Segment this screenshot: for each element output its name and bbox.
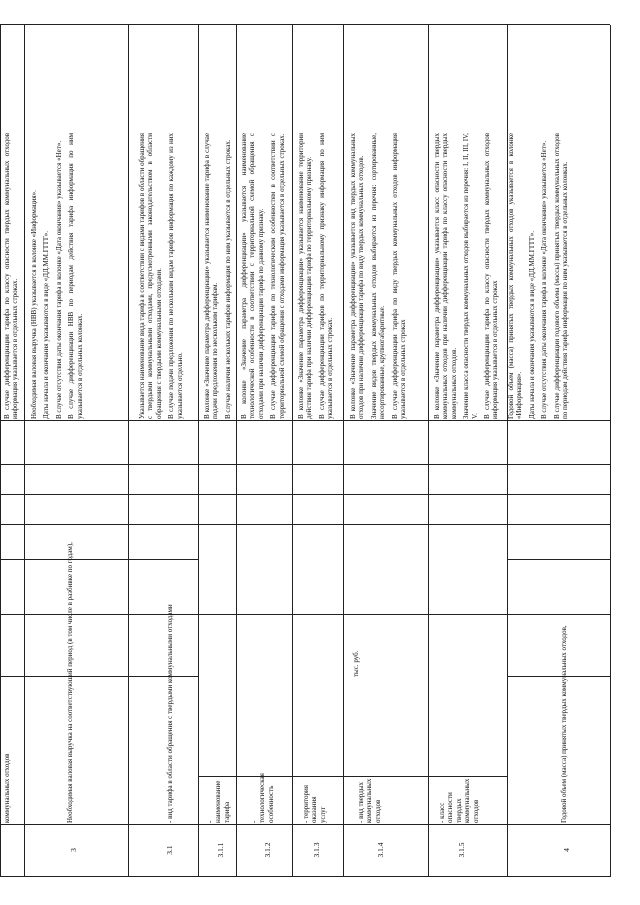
note-text: В случае дифференциации годового объема (массы) принятых твердых коммунальных отходов по периодам действия тарифа информация по ним указывается в отдельных колонках.: [552, 133, 570, 419]
row-notes: [203, 133, 232, 419]
table-rule: [0, 420, 610, 421]
row-number: 3: [69, 848, 78, 852]
row-notes: [30, 133, 84, 419]
note-text: В случае дифференциации тарифов по технологическим особенностям в соответствии с территориальной схемой обращения с отходами информация указывается в отдельных строках.: [269, 133, 286, 419]
row-notes: [433, 133, 500, 419]
row-number: 3.1.3: [312, 842, 321, 858]
row-notes: [138, 133, 184, 419]
table-rule: [0, 25, 1, 877]
row-number: 3.1.4: [376, 842, 385, 858]
note-text: Даты начала и окончания указываются в виде «ДД.ММ.ГГГГ».: [42, 230, 51, 419]
note-text: Годовой объем (масса) принятых твердых коммунальных отходов указывается в колонке «Информация».: [507, 133, 524, 419]
row-number: 3.1.5: [457, 842, 466, 858]
table-rule: [0, 464, 610, 465]
table-rule: [0, 24, 610, 25]
table-rule: [507, 559, 610, 560]
row-number: 4: [562, 848, 571, 852]
note-text: В случае отсутствия даты окончания тарифа в колонке «Дата окончания» указывается «Нет».: [540, 140, 549, 419]
note-text: В колонке «Значение параметра дифференциации» указывается наименование технологической особенности в соответствии с территориальной схемой обращения с отходами при наличии дифференциации тарифа по данному признаку.: [240, 133, 265, 419]
note-text: Необходимая валовая выручка (НВВ) указывается в колонке «Информация».: [30, 190, 38, 419]
row-name: коммунальных отходов: [3, 753, 11, 823]
table-rule: [236, 25, 237, 877]
note-text: Даты начала и окончания указываются в виде «ДД.ММ.ГГГГ».: [527, 230, 536, 419]
table-rule: [0, 524, 610, 525]
row-name: - территория оказания услуг: [302, 785, 327, 823]
note-text: В случае дифференциации тарифов по территориальному признаку информация по ним указывается в отдельных строках.: [317, 133, 335, 419]
row-name: - вид твердых коммунальных отходов: [357, 778, 382, 823]
row-notes: [297, 133, 335, 419]
note-text: В колонке «Значение параметра дифференциации» указывается наименование территории действия тарифа при наличии дифференциации тарифа по территориальному признаку.: [297, 133, 314, 419]
note-text: Значение видов твердых коммунальных отходов выбирается из перечня: сортированные, несортированные, крупногабаритные.: [369, 133, 387, 419]
table-rule: [0, 614, 610, 615]
note-text: В случае дифференциации тарифа по классу опасности твердых коммунальных отходов информация указывается в отдельных строках: [483, 133, 500, 419]
note-text: В случае наличия нескольких тарифов информация по ним указывается в отдельных строках.: [223, 139, 232, 419]
row-number: 3.1.2: [263, 842, 272, 858]
row-name: - технологическая особенность: [250, 773, 275, 823]
row-notes: [3, 133, 20, 419]
table-rule: [428, 25, 429, 877]
row-notes: [507, 133, 569, 419]
note-text: В случае отсутствия даты окончания тарифа в колонке «Дата окончания» указывается «Нет».: [54, 140, 63, 419]
note-text: В колонке «Значение параметра дифференциации» указывается вид твердых коммунальных отходов при наличии дифференциации тарифа по виду твердых коммунальных отходов.: [349, 133, 366, 419]
note-text: В случае дифференциации тарифа по виду твердых коммунальных отходов информация указывается в отдельных строках: [390, 133, 408, 419]
row-name: - класс опасности твердых коммунальных отходов: [438, 778, 480, 823]
table-rule: [292, 25, 293, 877]
table-rule: [507, 676, 610, 677]
table-rule: [128, 25, 129, 877]
table-rule: [610, 25, 611, 877]
row-name: Годовой объем (масса) принятых твердых коммунальных отходов,: [560, 625, 568, 823]
table-rule: [24, 25, 25, 877]
table-rule: [343, 25, 344, 877]
row-number: 3.1: [165, 845, 174, 855]
unit-label: тыс. руб.: [352, 650, 360, 677]
row-name: - вид тарифа в области обращения с твердыми коммунальными отходами: [166, 604, 174, 823]
note-text: В случае дифференциации тарифа по классу опасности твердых коммунальных отходов информация указывается в отдельных строках.: [3, 133, 20, 419]
note-text: Указывается наименование вида тарифа в соответствии с видами тарифов в области обращения с твердыми коммунальными отходами, предусмотренными законодательством в области обращения с твердыми коммунальными отходами.: [138, 133, 163, 419]
table-rule: [0, 824, 610, 825]
row-name: - наименование тарифа: [206, 780, 231, 823]
table-rule: [0, 876, 610, 877]
table-rule: [198, 25, 199, 877]
note-text: В случае подачи предложения по нескольким видам тарифов информация по каждому из них указывается отдельно.: [167, 133, 184, 419]
note-text: В колонке «Значение параметра дифференциации» указывается класс опасности твердых коммунальных отходов при наличии дифференциации тарифа по классу опасности твердых коммунальных отходов.: [433, 133, 458, 419]
row-notes: [240, 133, 286, 419]
row-notes: [349, 133, 407, 419]
note-text: В колонке «Значение параметра дифференциации» указывается наименование тарифа в случае подачи предложения по нескольким тарифам.: [203, 133, 220, 419]
table-rule: [0, 494, 610, 495]
note-text: В случае дифференциации НВВ по периодам действия тарифа информация по ним указывается в отдельных колонках.: [67, 133, 84, 419]
table-rule: [198, 776, 507, 777]
note-text: Значение класса опасности твердых коммунальных отходов выбирается из перечня: I, II, III, IV, V.: [462, 133, 479, 419]
row-number: 3.1.1: [216, 842, 225, 858]
row-name: Необходимая валовая выручка на соответствующий период (в том числе в разбивке по годам),: [66, 542, 74, 823]
